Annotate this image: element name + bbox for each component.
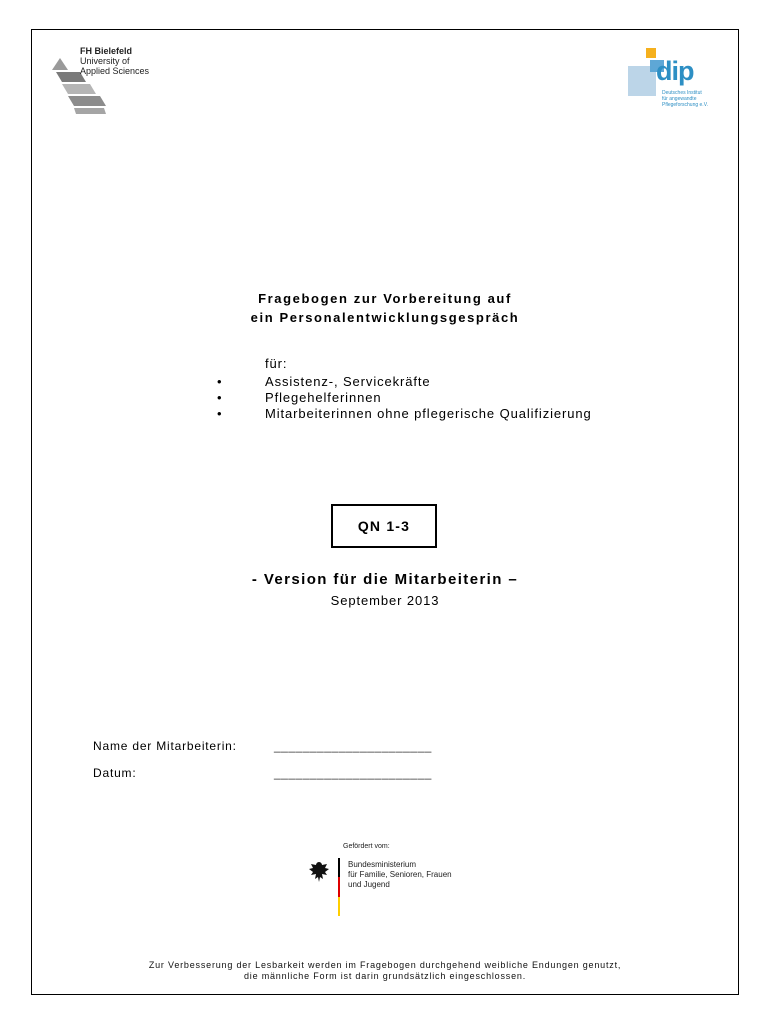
- version-date: September 2013: [330, 593, 440, 608]
- title-line1: Fragebogen zur Vorbereitung auf: [258, 291, 512, 306]
- list-item: [217, 406, 592, 422]
- dip-logo: [626, 48, 726, 128]
- bullet-icon: •: [217, 374, 223, 389]
- ministry-line3: und Jugend: [348, 880, 390, 889]
- list-item-text: Mitarbeiterinnen ohne pflegerische Qualifizierung: [265, 406, 592, 421]
- list-item-text: Assistenz-, Servicekräfte: [265, 374, 431, 389]
- title-line2: ein Personalentwicklungsgespräch: [250, 310, 520, 325]
- ministry-line2: für Familie, Senioren, Frauen: [348, 870, 452, 879]
- footer-note: [32, 960, 738, 982]
- list-item: [217, 374, 592, 390]
- footer-line1: Zur Verbesserung der Lesbarkeit werden im Fragebogen durchgehend weibliche Endungen genutzt,: [148, 960, 622, 970]
- version-heading: - Version für die Mitarbeiterin –: [251, 571, 519, 588]
- fh-name: FH Bielefeld: [80, 46, 133, 56]
- dip-sub1: Deutsches Institut: [662, 90, 702, 96]
- employee-name-field[interactable]: ______________________: [274, 739, 432, 753]
- footer-line2: die männliche Form ist darin grundsätzlich eingeschlossen.: [243, 971, 527, 981]
- flag-stripe-icon: [338, 858, 340, 916]
- date-label: Datum:: [93, 766, 137, 780]
- fh-line2: University of: [80, 56, 130, 66]
- ministry-line1: Bundesministerium: [348, 860, 417, 869]
- ministry-name: [348, 860, 452, 890]
- dip-sub2: für angewandte: [662, 96, 697, 102]
- sponsor-block: [308, 840, 508, 920]
- list-item: [217, 390, 592, 406]
- document-page: [31, 29, 739, 995]
- fh-bielefeld-logo: [52, 44, 182, 114]
- fh-line3: Applied Sciences: [80, 66, 150, 76]
- employee-name-label: Name der Mitarbeiterin:: [93, 739, 237, 753]
- bullet-icon: •: [217, 390, 223, 405]
- list-item-text: Pflegehelferinnen: [265, 390, 382, 405]
- date-field[interactable]: ______________________: [274, 766, 432, 780]
- dip-word: dip: [656, 56, 694, 86]
- questionnaire-code: QN 1-3: [357, 518, 411, 534]
- questionnaire-code-box: [331, 504, 437, 548]
- dip-subtitle: [662, 90, 724, 108]
- sponsor-label: Gefördert vom:: [343, 843, 390, 850]
- federal-eagle-icon: [308, 860, 330, 884]
- dip-sub3: Pflegeforschung e.V.: [662, 102, 708, 108]
- document-title: [32, 289, 738, 327]
- for-label: für:: [265, 356, 288, 371]
- target-group-list: [217, 374, 592, 422]
- bullet-icon: •: [217, 406, 223, 421]
- fh-logo-text: [80, 46, 149, 76]
